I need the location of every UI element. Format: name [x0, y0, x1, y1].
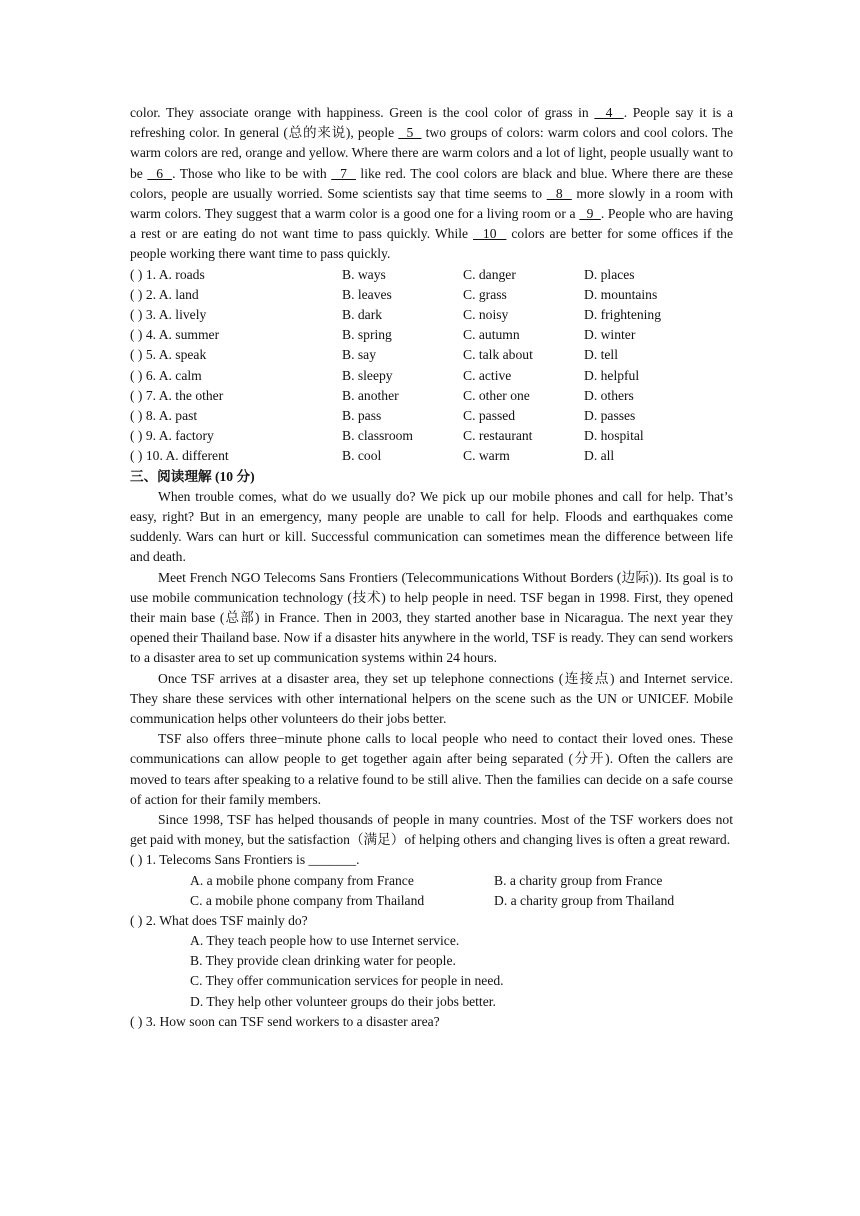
option-a: ( ) 9. A. factory — [130, 428, 214, 444]
choice-row — [130, 871, 733, 891]
option-d: D. tell — [584, 347, 618, 363]
option-d: D. mountains — [584, 286, 658, 302]
option-b: B. pass — [342, 407, 382, 423]
option-row — [130, 426, 733, 446]
cloze-text: . People who are having a rest or are eating do not want time to pass quickly. While — [130, 206, 733, 242]
choice-a: A. They teach people how to use Internet service. — [190, 933, 460, 949]
option-a: ( ) 3. A. lively — [130, 307, 207, 322]
option-a: ( ) 6. A. calm — [130, 367, 202, 383]
reading-paragraph: When trouble comes, what do we usually do? We pick up our mobile phones and call for help. That’s easy, right? But in an emergency, many people are unable to call for help. Floods and earthquakes come suddenly. Wars can hurt or kill. Successful communication can sometimes mean the difference between life and death. — [130, 488, 733, 565]
option-c: C. passed — [463, 407, 516, 423]
option-d: D. passes — [584, 407, 636, 423]
option-b: B. cool — [342, 448, 382, 464]
blank-8: 8 — [546, 185, 572, 201]
option-c: C. autumn — [463, 327, 520, 343]
option-d: D. winter — [584, 327, 636, 343]
cloze-options — [130, 265, 733, 467]
option-c: C. restaurant — [463, 428, 533, 444]
option-a: ( ) 2. A. land — [130, 286, 199, 302]
choice-b: B. a charity group from France — [494, 872, 663, 888]
choice-b: B. They provide clean drinking water for people. — [190, 953, 456, 969]
choice-row — [130, 891, 733, 911]
question-3 — [130, 1012, 733, 1032]
reading-paragraph: TSF also offers three−minute phone calls to local people who need to contact their loved ones. These communications can allow people to get together again after being separated (分开). Often the callers are moved to tears after speaking to a relative found to be still alive. Then the families can decide on a safe course of action for their family members. — [130, 731, 733, 807]
option-d: D. places — [584, 266, 635, 282]
question-2 — [130, 911, 733, 1012]
blank-5: 5 — [398, 125, 422, 141]
blank-4: 4 — [594, 105, 624, 120]
choice-c: C. a mobile phone company from Thailand — [190, 892, 425, 908]
option-row — [130, 406, 733, 426]
option-b: B. leaves — [342, 286, 392, 302]
option-row — [130, 345, 733, 365]
option-c: C. noisy — [463, 307, 509, 322]
option-c: C. warm — [463, 448, 510, 464]
option-row — [130, 366, 733, 386]
cloze-text: two groups of colors: warm colors and cool colors. The warm colors are red, orange and yellow. Where there are warm colors and a lot of light, people usually want to be — [130, 125, 733, 181]
option-a: ( ) 1. A. roads — [130, 266, 205, 282]
option-b: B. ways — [342, 266, 386, 282]
reading-paragraph: Meet French NGO Telecoms Sans Frontiers (Telecommunications Without Borders (边际)). Its goal is to use mobile communication technology (技术) to help people in need. TSF began in 1998. First, they opened their main base (总部) in France. Then in 2003, they started another base in Nicaragua. The next year they opened their Thailand base. Now if a disaster hits anywhere in the world, TSF is ready. They can send workers to a disaster area to set up communication systems within 24 hours. — [130, 569, 733, 666]
option-c: C. grass — [463, 286, 507, 302]
question-stem: ( ) 2. What does TSF mainly do? — [130, 912, 308, 928]
option-d: D. hospital — [584, 428, 644, 444]
cloze-text: like red. The cool colors are black and blue. Where there are these colors, people are usually worried. Some scientists say that time seems to — [130, 165, 734, 201]
option-c: C. talk about — [463, 347, 533, 363]
question-1 — [130, 850, 733, 911]
option-row — [130, 386, 733, 406]
cloze-text: . Those who like to be with — [172, 165, 332, 181]
cloze-text: color. They associate orange with happiness. Green is the cool color of grass in — [130, 105, 595, 120]
option-d: D. others — [584, 387, 634, 403]
option-b: B. say — [342, 347, 376, 363]
option-row — [130, 325, 733, 345]
cloze-passage — [130, 103, 733, 265]
option-row — [130, 265, 733, 285]
option-c: C. other one — [463, 387, 530, 403]
choice-d: D. a charity group from Thailand — [494, 892, 675, 908]
cloze-text: . People say it is a refreshing color. In general (总的来说), people — [130, 105, 734, 141]
option-c: C. active — [463, 367, 512, 383]
option-a: ( ) 8. A. past — [130, 407, 198, 423]
choice-a: A. a mobile phone company from France — [190, 872, 414, 888]
option-a: ( ) 4. A. summer — [130, 327, 220, 343]
blank-7: 7 — [331, 165, 356, 181]
choice-c: C. They offer communication services for people in need. — [190, 973, 504, 989]
cloze-text: colors are better for some offices if the people working there want time to pass quickly. — [130, 226, 734, 262]
document-page — [130, 103, 733, 1032]
option-c: C. danger — [463, 266, 516, 282]
blank-9: 9 — [579, 206, 601, 222]
option-b: B. spring — [342, 327, 392, 343]
reading-paragraph: Since 1998, TSF has helped thousands of people in many countries. Most of the TSF workers does not get paid with money, but the satisfaction（满足）of helping others and changing lives is often a great reward. — [130, 811, 733, 848]
blank-6: 6 — [147, 165, 173, 181]
option-a: ( ) 10. A. different — [130, 448, 229, 464]
option-b: B. another — [342, 387, 399, 403]
blank-10: 10 — [473, 226, 507, 242]
question-stem: ( ) 3. How soon can TSF send workers to a disaster area? — [130, 1013, 440, 1029]
option-d: D. frightening — [584, 307, 662, 322]
option-d: D. all — [584, 448, 615, 464]
question-stem: ( ) 1. Telecoms Sans Frontiers is _______. — [130, 852, 360, 868]
option-b: B. dark — [342, 307, 383, 322]
choice-d: D. They help other volunteer groups do their jobs better. — [190, 993, 496, 1009]
section-title: 三、阅读理解 (10 分) — [130, 468, 255, 484]
option-b: B. sleepy — [342, 367, 393, 383]
reading-paragraph: Once TSF arrives at a disaster area, they set up telephone connections (连接点) and Internet service. They share these services with other international helpers on the scene such as the UN or UNICEF. Mobile communication helps other volunteers do their jobs better. — [130, 670, 733, 726]
option-b: B. classroom — [342, 428, 413, 444]
option-a: ( ) 5. A. speak — [130, 347, 207, 363]
option-row — [130, 446, 733, 466]
option-row — [130, 305, 733, 325]
cloze-text: more slowly in a room with warm colors. They suggest that a warm color is a good one for a living room or a — [130, 185, 733, 222]
option-d: D. helpful — [584, 367, 640, 383]
option-a: ( ) 7. A. the other — [130, 387, 224, 403]
option-row — [130, 285, 733, 305]
